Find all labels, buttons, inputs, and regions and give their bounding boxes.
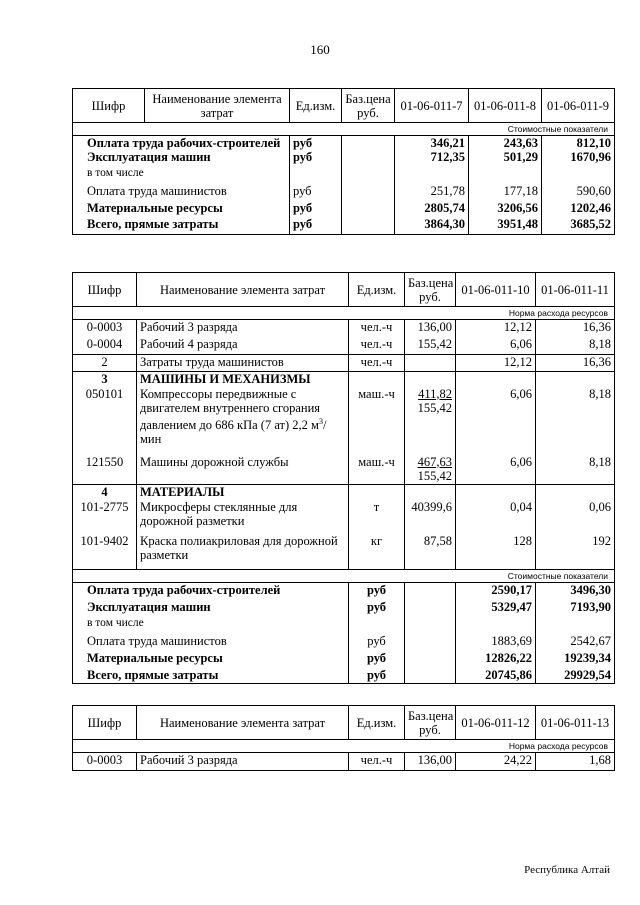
table-row: в том числе xyxy=(73,166,615,184)
header-code: Шифр xyxy=(73,89,145,123)
header-name: Наименование элемента затрат xyxy=(137,706,349,740)
header-price: Баз.цена руб. xyxy=(342,89,395,123)
header-col: 01-06-011-9 xyxy=(542,89,615,123)
header-col: 01-06-011-13 xyxy=(536,706,615,740)
header-code: Шифр xyxy=(73,273,137,307)
subheader-norm: Норма расхода ресурсов xyxy=(73,740,615,753)
subheader-cost: Стоимостные показатели xyxy=(73,123,615,136)
header-col: 01-06-011-11 xyxy=(536,273,615,307)
table-row: 0-0003 Рабочий 3 разряда чел.-ч 136,00 24,22 1,68 xyxy=(73,753,615,771)
table-row: 3 МАШИНЫ И МЕХАНИЗМЫ xyxy=(73,372,615,387)
header-name: Наименование элемента затрат xyxy=(137,273,349,307)
header-col: 01-06-011-7 xyxy=(395,89,469,123)
header-code: Шифр xyxy=(73,706,137,740)
table-row: 0-0003 Рабочий 3 разряда чел.-ч 136,00 12,12 16,36 xyxy=(73,320,615,337)
header-col: 01-06-011-10 xyxy=(456,273,536,307)
table-row: Эксплуатация машин руб 712,35 501,29 1670,96 xyxy=(73,150,615,166)
resource-table-2 xyxy=(72,272,615,684)
header-price: Баз.цена руб. xyxy=(405,273,456,307)
header-unit: Ед.изм. xyxy=(349,273,405,307)
header-name: Наименование элемента затрат xyxy=(145,89,290,123)
footer-region: Республика Алтай xyxy=(524,864,610,876)
table-row: Оплата труда машинистов руб 251,78 177,18 590,60 xyxy=(73,184,615,201)
header-col: 01-06-011-8 xyxy=(469,89,542,123)
header-unit: Ед.изм. xyxy=(349,706,405,740)
table-row: Оплата труда рабочих-строителей руб 2590,17 3496,30 xyxy=(73,583,615,600)
table-row: 101-9402 Краска полиакриловая для дорожной разметки кг 87,58 128 192 xyxy=(73,534,615,570)
table-row: Всего, прямые затраты руб 3864,30 3951,48 3685,52 xyxy=(73,217,615,234)
table-row: 101-2775 Микросферы стеклянные для дорожной разметки т 40399,6 0,04 0,06 xyxy=(73,500,615,534)
table-row: 4 МАТЕРИАЛЫ xyxy=(73,485,615,500)
header-price: Баз.цена руб. xyxy=(405,706,456,740)
table-row: Всего, прямые затраты руб 20745,86 29929,54 xyxy=(73,668,615,684)
table-row: 0-0004 Рабочий 4 разряда чел.-ч 155,42 6,06 8,18 xyxy=(73,337,615,355)
table-row: Материальные ресурсы руб 12826,22 19239,34 xyxy=(73,651,615,668)
table-row: Оплата труда рабочих-строителей руб 346,21 243,63 812,10 xyxy=(73,136,615,151)
table-row: Оплата труда машинистов руб 1883,69 2542,67 xyxy=(73,634,615,651)
header-unit: Ед.изм. xyxy=(290,89,342,123)
subheader-norm: Норма расхода ресурсов xyxy=(73,307,615,320)
table-row: 2 Затраты труда машинистов чел.-ч 12,12 16,36 xyxy=(73,355,615,372)
subheader-cost: Стоимостные показатели xyxy=(73,570,615,583)
table-row: Эксплуатация машин руб 5329,47 7193,90 xyxy=(73,600,615,616)
cost-table-1 xyxy=(72,88,615,235)
table-row: Материальные ресурсы руб 2805,74 3206,56 1202,46 xyxy=(73,201,615,217)
page-number: 160 xyxy=(310,42,330,57)
header-col: 01-06-011-12 xyxy=(456,706,536,740)
table-row: 121550 Машины дорожной службы маш.-ч 467,63 155,42 6,06 8,18 xyxy=(73,455,615,485)
resource-table-3 xyxy=(72,705,615,771)
table-row: 050101 Компрессоры передвижные с двигателем внутреннего сгорания давлением до 686 кПа (7 ат) 2,2 $м^3$/мин маш.-ч 411,82 155,42 6,06 8,18 xyxy=(73,387,615,455)
table-row: в том числе xyxy=(73,616,615,634)
